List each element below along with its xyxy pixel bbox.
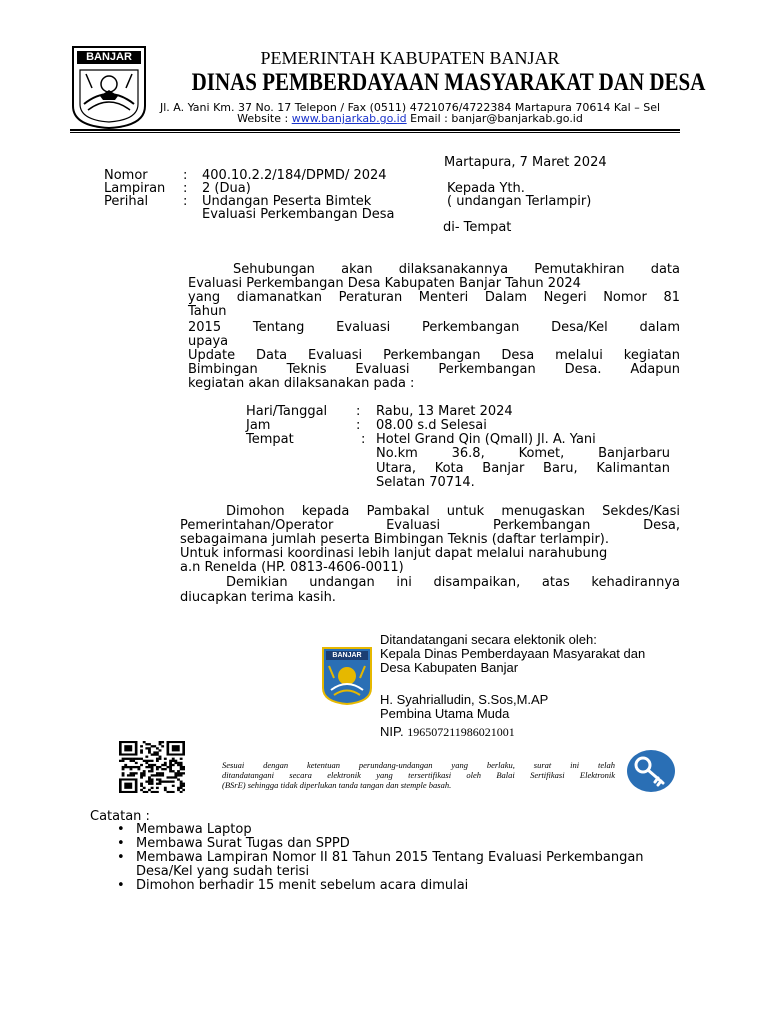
sign-line-3: Desa Kabupaten Banjar	[380, 660, 519, 675]
p1-line-2: yang diamanatkan Peraturan Menteri Dalam Negeri Nomor 81	[188, 290, 680, 305]
esign-text-block	[222, 760, 615, 790]
nomor-label: Nomor	[104, 168, 148, 183]
event-day-label: Hari/Tanggal	[246, 404, 328, 419]
signature-logo-text: BANJAR	[332, 652, 362, 659]
website-label: Website :	[237, 112, 292, 125]
note-item: • Dimohon berhadir 15 menit sebelum acara dimulai	[114, 879, 684, 893]
p1-line-6: Update Data Evaluasi Perkembangan Desa melalui kegiatan	[188, 348, 680, 363]
esign-line-1: ditandatangani secara elektronik yang tersertifikasi oleh Balai Sertifikasi Elektronik	[222, 770, 615, 780]
event-time-label: Jam	[246, 418, 271, 433]
event-time-colon: :	[356, 418, 361, 433]
note-item: • Membawa Laptop	[114, 823, 684, 837]
lampiran-colon: :	[183, 181, 188, 196]
signer-nip	[380, 721, 515, 740]
notes-title: Catatan :	[90, 809, 150, 824]
event-place-line-1: No.km 36.8, Komet, Banjarbaru	[376, 446, 670, 461]
event-place-label: Tempat	[246, 432, 294, 447]
p2-line-4: a.n Renelda (HP. 0813-4606-0011)	[180, 560, 404, 575]
signer-name: H. Syahrialludin, S.Sos,M.AP	[380, 692, 549, 707]
nomor-value: 400.10.2.2/184/DPMD/ 2024	[202, 168, 387, 183]
event-place-colon: :	[361, 432, 366, 447]
signature-logo	[321, 646, 373, 706]
qr-code	[119, 741, 185, 793]
event-place-line-3: Selatan 70714.	[376, 475, 475, 490]
header-rule-thin	[70, 132, 680, 133]
p1-line-4: 2015 Tentang Evaluasi Perkembangan Desa/Kel dalam	[188, 320, 680, 335]
notes-items	[114, 823, 684, 893]
p1-line-0: Sehubungan akan dilaksanakannya Pemutakhiran data	[233, 262, 680, 277]
event-day-colon: :	[356, 404, 361, 419]
event-place-line-0: Hotel Grand Qin (Qmall) Jl. A. Yani	[376, 432, 596, 447]
perihal-label: Perihal	[104, 194, 149, 209]
p1-line-3: Tahun	[188, 304, 227, 319]
signer-rank: Pembina Utama Muda	[380, 706, 510, 721]
event-place-line-2: Utara, Kota Banjar Baru, Kalimantan	[376, 461, 670, 476]
p3-line-0: Demikian undangan ini disampaikan, atas kehadirannya	[226, 575, 680, 590]
website-link[interactable]: www.banjarkab.go.id	[291, 112, 407, 125]
note-item: • Membawa Lampiran Nomor II 81 Tahun 2015 Tentang Evaluasi Perkembangan Desa/Kel yang sudah terisi	[114, 851, 684, 879]
letter-date: Martapura, 7 Maret 2024	[444, 155, 607, 170]
header-logo-text: BANJAR	[86, 51, 132, 63]
recipient-line-1: Kepada Yth.	[447, 181, 525, 196]
p1-line-1: Evaluasi Perkembangan Desa Kabupaten Banjar Tahun 2024	[188, 276, 581, 291]
dept-title: DINAS PEMBERDAYAAN MASYARAKAT DAN DESA	[191, 69, 706, 96]
email-text: Email : banjar@banjarkab.go.id	[406, 112, 583, 125]
event-day-value: Rabu, 13 Maret 2024	[376, 404, 513, 419]
contact-line	[140, 112, 680, 125]
p2-line-1: Pemerintahan/Operator Evaluasi Perkembangan Desa,	[180, 518, 680, 533]
nomor-colon: :	[183, 168, 188, 183]
p3-line-1: diucapkan terima kasih.	[180, 590, 336, 605]
recipient-line-3: di- Tempat	[443, 220, 512, 235]
lampiran-value: 2 (Dua)	[202, 181, 251, 196]
perihal-value-1: Undangan Peserta Bimtek	[202, 194, 372, 209]
lampiran-label: Lampiran	[104, 181, 166, 196]
nip-value: 196507211986021001	[407, 725, 515, 739]
p1-line-7: Bimbingan Teknis Evaluasi Perkembangan Desa. Adapun	[188, 362, 680, 377]
esign-line-0: Sesuai dengan ketentuan perundang-undangan yang berlaku, surat ini telah	[222, 760, 615, 770]
p1-line-5: upaya	[188, 334, 229, 349]
address-line: Jl. A. Yani Km. 37 No. 17 Telepon / Fax (0511) 4721076/4722384 Martapura 70614 Kal – Sel	[159, 101, 661, 114]
nip-label: NIP.	[380, 724, 408, 739]
esign-line-2: (BSrE) sehingga tidak diperlukan tanda tangan dan stemple basah.	[222, 780, 452, 790]
perihal-colon: :	[183, 194, 188, 209]
notes-list	[114, 823, 684, 893]
p1-line-8: kegiatan akan dilaksanakan pada :	[188, 376, 415, 391]
event-time-value: 08.00 s.d Selesai	[376, 418, 487, 433]
p2-line-2: sebagaimana jumlah peserta Bimbingan Teknis (daftar terlampir).	[180, 532, 609, 547]
header-logo	[70, 44, 148, 130]
sign-line-2: Kepala Dinas Pemberdayaan Masyarakat dan	[380, 646, 646, 661]
bsre-key-icon	[625, 747, 677, 795]
sign-line-1: Ditandatangani secara elektonik oleh:	[380, 632, 597, 647]
header-rule-thick	[70, 129, 680, 131]
p2-line-3: Untuk informasi koordinasi lebih lanjut dapat melalui narahubung	[180, 546, 608, 561]
perihal-value-2: Evaluasi Perkembangan Desa	[202, 207, 395, 222]
note-item: • Membawa Surat Tugas dan SPPD	[114, 837, 684, 851]
recipient-line-2: ( undangan Terlampir)	[447, 194, 592, 209]
gov-title: PEMERINTAH KABUPATEN BANJAR	[260, 48, 560, 68]
p2-line-0: Dimohon kepada Pambakal untuk menugaskan Sekdes/Kasi	[226, 504, 680, 519]
